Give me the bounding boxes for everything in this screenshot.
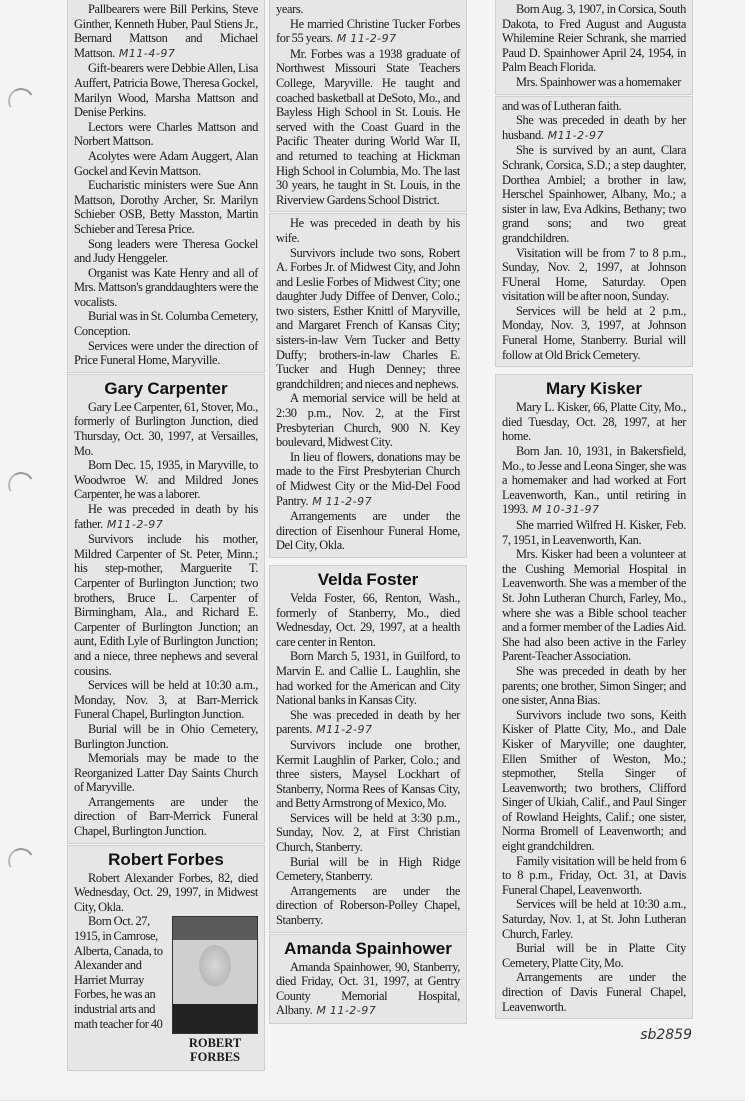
- paragraph-text: Burial was in St. Columba Cemetery, Conception.: [74, 309, 258, 339]
- clipping-forbes-continued: [270, 0, 466, 211]
- paragraph: [74, 237, 258, 266]
- paragraph-text: Services will be held at 10:30 a.m., Saturday, Nov. 1, at St. John Lutheran Church, Farley.: [502, 897, 686, 941]
- paragraph: [502, 113, 686, 143]
- paragraph-text: Mrs. Spainhower was a homemaker: [516, 74, 682, 89]
- obituary-title: Velda Foster: [317, 569, 419, 589]
- paragraph-text: Born Dec. 15, 1935, in Maryville, to Woodwroe W. and Mildred Jones Carpenter, he was a laborer.: [74, 458, 258, 502]
- paragraph: [74, 339, 258, 368]
- paragraph-text: Burial will be in Platte City Cemetery, Platte City, Mo.: [502, 941, 686, 970]
- obituary-robert-forbes: [68, 846, 264, 1071]
- paragraph-text: Mrs. Kisker had been a volunteer at the Cushing Memorial Hospital in Leavenworth. She was a member of the St. John Lutheran Church, Farley, Mo., where she was a Bible school teacher and a former member of the Ladies Aid. She had also been active in the Farley Parent-Teacher Association.: [502, 547, 686, 664]
- obituary-amanda-spainhower: [270, 935, 466, 1023]
- paragraph: [276, 738, 460, 811]
- paragraph: [276, 855, 460, 884]
- paragraph: [502, 75, 686, 90]
- handwritten-date-note: M11-2-97: [106, 517, 164, 531]
- paragraph-text: Born Jan. 10, 1931, in Bakersfield, Mo., to Jesse and Leona Singer, she was a homemaker and had worked at Fort Leavenworth, Kan., until retiring in 1993.: [502, 444, 686, 517]
- paragraph: [74, 795, 258, 839]
- paragraph-text: Survivors include two sons, Robert A. Forbes Jr. of Midwest City, and John and Leslie Forbes of Midwest City; one daughter Judy Diffee of Denver, Colo.; two sisters, Esther Knittl of Maryville, and Margaret French of Kansas City; sisters-in-law Vern Tucker and Betty Duffy; brothers-in-law Charles E. Tucker and Hugh Denney; three grandchildren; and nieces and nephews.: [276, 245, 460, 391]
- paragraph-text: Mary L. Kisker, 66, Platte City, Mo., died Tuesday, Oct. 28, 1997, at her home.: [502, 400, 686, 444]
- paragraph: [502, 400, 686, 444]
- handwritten-date-note: M11-2-97: [547, 128, 605, 142]
- portrait-photo: [172, 916, 258, 1064]
- paragraph: [502, 547, 686, 664]
- paragraph-text: She is survived by an aunt, Clara Schrank, Corsica, S.D.; a step daughter, Dorthea Ambiel; a brother in law, Herschel Spainhower, Albany, Mo.; a sister in law, Eva Adkins, Bethany; two grand sons; and two great grandchildren.: [502, 143, 686, 245]
- paragraphs: [502, 400, 686, 1014]
- paragraph-text: Survivors include two sons, Keith Kisker of Platte City, Mo., and Dale Kisker of Maryville; one daughter, Ellen Smither of Weston, Mo.; stepmother, Stella Singer of Leavenworth; two brothers, Clifford Singer of Ukiah, Calif., and Paul Singer of Rowland Heights, Calif.; one sister, Norma Bromell of Leavenworth; and eight grandchildren.: [502, 707, 686, 854]
- clipping-mattson-continued: [68, 0, 264, 372]
- paragraph: [74, 751, 258, 795]
- paragraph-text: Eucharistic ministers were Sue Ann Mattson, Dorothy Archer, Sr. Marilyn Schieber OSB, Betty Masston, Martin Schieber and Teresa Price.: [74, 178, 258, 236]
- handwritten-date-note: M 11-2-97: [336, 32, 397, 46]
- paragraph: [276, 17, 460, 47]
- paragraph-text: Arrangements are under the direction of Davis Funeral Chapel, Leavenworth.: [502, 970, 686, 1014]
- paragraph: [74, 2, 258, 61]
- clipping-spainhower-survivors: [496, 97, 692, 367]
- paragraph: [502, 444, 686, 518]
- handwritten-date-note: M 11-2-97: [312, 494, 373, 508]
- handwritten-date-note: M 11-2-97: [316, 1004, 377, 1018]
- paragraph-text: He married Christine Tucker Forbes for 55 years.: [276, 16, 460, 46]
- paragraph-text: Services were under the direction of Price Funeral Home, Maryville.: [74, 338, 258, 368]
- paragraph: [74, 120, 258, 149]
- paragraph: [276, 708, 460, 738]
- paragraph: [74, 722, 258, 751]
- paragraphs: [502, 2, 686, 90]
- paragraph-text: He was preceded in death by his wife.: [276, 216, 460, 245]
- paragraph: [276, 591, 460, 649]
- paragraph: [276, 2, 460, 17]
- paragraph: [276, 47, 460, 208]
- paragraph-text: She was preceded in death by her husband.: [502, 113, 686, 142]
- portrait-image: [172, 916, 258, 1034]
- paragraph-text: Velda Foster, 66, Renton, Wash., formerly of Stanberry, Mo., died Wednesday, Oct. 29, 1997, at a health care center in Renton.: [276, 590, 460, 649]
- obituary-title: Mary Kisker: [546, 379, 642, 399]
- paragraph: [74, 458, 258, 502]
- paragraph: [276, 450, 460, 509]
- paragraph-text: Survivors include one brother, Kermit Laughlin of Parker, Colo.; and three sisters, Maysel Lockhart of Stanberry, Norma Rees of Kansas City, and Betty Armstrong of Mexico, Mo.: [276, 737, 460, 811]
- paragraph-text: Acolytes were Adam Auggert, Alan Gockel and Kevin Mattson.: [74, 148, 258, 178]
- paragraph: [276, 649, 460, 707]
- clipping-forbes-survivors: [270, 214, 466, 557]
- paragraphs: [74, 400, 258, 839]
- paragraph-text: Amanda Spainhower, 90, Stanberry, died Friday, Oct. 31, 1997, at Gentry County Memorial Hospital, Albany.: [276, 959, 460, 1018]
- handwritten-date-note: M11-2-97: [316, 723, 373, 737]
- paragraphs: [74, 2, 258, 368]
- paragraphs: [276, 591, 460, 928]
- column-middle: [270, 0, 466, 1023]
- paragraph-text: He was preceded in death by his father.: [74, 502, 258, 531]
- obituary-gary-carpenter: [68, 375, 264, 843]
- paragraph: [276, 246, 460, 392]
- paragraph-text: Family visitation will be held from 6 to 8 p.m., Friday, Oct. 31, at Davis Funeral Chapel, Leavenworth.: [502, 853, 686, 897]
- paragraph-text: years.: [276, 2, 304, 16]
- paragraph-text: and was of Lutheran faith.: [502, 98, 622, 113]
- paragraph-text: Gift-bearers were Debbie Allen, Lisa Auffert, Patricia Bowe, Theresa Gockel, Marilyn Wood, Marsha Mattson and Denise Perkins.: [74, 61, 258, 120]
- paragraphs: [502, 99, 686, 363]
- paragraph: [74, 678, 258, 722]
- paragraph: [276, 216, 460, 245]
- paragraph-text: Lectors were Charles Mattson and Norbert Mattson.: [74, 119, 258, 149]
- obituary-velda-foster: [270, 566, 466, 932]
- obituary-title: Amanda Spainhower: [284, 938, 452, 958]
- paragraph: [502, 143, 686, 245]
- paragraph: [502, 970, 686, 1014]
- paragraphs: [276, 216, 460, 553]
- photo-caption: ROBERT FORBES: [188, 1036, 242, 1065]
- handwritten-archive-id: sb2859: [640, 1027, 692, 1044]
- paragraph: [502, 664, 686, 708]
- paragraph-text: Visitation will be from 7 to 8 p.m., Sunday, Nov. 2, 1997, at Johnson FUneral Home, Saturday. Open visitation will be after noon, Sunday.: [502, 245, 686, 304]
- paragraph: [276, 391, 460, 449]
- paragraphs: [276, 960, 460, 1019]
- paragraph: [502, 518, 686, 547]
- paragraph-text: Gary Lee Carpenter, 61, Stover, Mo., formerly of Burlington Junction, died Thursday, Oct. 30, 1997, at Versailles, Mo.: [74, 399, 258, 458]
- column-right: [496, 0, 692, 1043]
- paragraph-text: Services will be held at 10:30 a.m., Monday, Nov. 3, at Barr-Merrick Funeral Chapel, Burlington Junction.: [74, 678, 258, 722]
- paragraph-text: She was preceded in death by her parents.: [276, 707, 460, 737]
- paragraph-text: Born March 5, 1931, in Guilford, to Marvin E. and Callie L. Laughlin, she had worked for the American and City National banks in Kansas City.: [276, 649, 460, 708]
- obituary-mary-kisker: [496, 375, 692, 1018]
- paragraph: [502, 854, 686, 898]
- handwritten-date-note: M 10-31-97: [532, 503, 600, 517]
- paragraph-text: Memorials may be made to the Reorganized Latter Day Saints Church of Maryville.: [74, 751, 258, 795]
- paragraph: [502, 304, 686, 362]
- paragraph-text: Arrangements are under the direction of Eisenhour Funeral Home, Del City, Okla.: [276, 509, 460, 553]
- paragraph: [74, 266, 258, 310]
- paragraphs: [276, 2, 460, 207]
- paragraph-text: She was preceded in death by her parents; one brother, Simon Singer; and one sister, Anna Bias.: [502, 663, 686, 708]
- paragraph-text: Song leaders were Theresa Gockel and Judy Henggeler.: [74, 236, 258, 266]
- paragraph: [74, 149, 258, 178]
- paragraph: [276, 811, 460, 855]
- paragraph-text: Arrangements are under the direction of Roberson-Polley Chapel, Stanberry.: [276, 883, 460, 928]
- paragraph: [502, 941, 686, 970]
- paragraph-text: She married Wilfred H. Kisker, Feb. 7, 1951, in Leavenworth, Kan.: [502, 518, 686, 547]
- paragraph: [276, 884, 460, 928]
- paragraph: [74, 532, 258, 678]
- paragraph: [74, 309, 258, 338]
- paragraph-0: Robert Alexander Forbes, 82, died Wednesday, Oct. 29, 1997, in Midwest City, Okla.: [74, 870, 258, 914]
- paragraph: [502, 2, 686, 75]
- paragraph-text: A memorial service will be held at 2:30 p.m., Nov. 2, at the First Presbyterian Church, 900 N. Key boulevard, Midwest City.: [276, 391, 460, 450]
- paragraph: [502, 99, 686, 114]
- paragraph-text: Burial will be in High Ridge Cemetery, Stanberry.: [276, 854, 460, 884]
- clipping-spainhower-continued: [496, 0, 692, 94]
- obituary-title: Gary Carpenter: [104, 378, 228, 398]
- paragraph: [502, 708, 686, 854]
- paragraph-text: Pallbearers were Bill Perkins, Steve Ginther, Kenneth Huber, Paul Stiens Jr., Bernard Mattson and Michael Mattson.: [74, 2, 258, 60]
- paragraph-text: Survivors include his mother, Mildred Carpenter of St. Peter, Minn.; his step-mother, Marguerite T. Carpenter of Burlington Junction; two brothers, Bruce L. Carpenter of Birmingham, Ala., and Richard E. Carpenter of Burlington Junction; an aunt, Edith Lyle of Burlington Junction; and a niece, three nephews and several cousins.: [74, 532, 258, 678]
- paragraph-text: Organist was Kate Henry and all of Mrs. Mattson's granddaughters were the vocalists.: [74, 265, 258, 309]
- paragraph-text: Arrangements are under the direction of Barr-Merrick Funeral Chapel, Burlington Junction.: [74, 794, 258, 839]
- handwritten-date-note: M11-4-97: [118, 46, 176, 60]
- paragraph-text: Services will be held at 3:30 p.m., Sunday, Nov. 2, at First Christian Church, Stanberry.: [276, 810, 460, 855]
- paragraph-1: Born Oct. 27, 1915, in Camrose, Alberta, Canada, to Alexander and Harriet Murray Forbes, he was an industrial arts and math teacher for 40: [74, 914, 163, 1031]
- paragraph: [74, 178, 258, 236]
- paragraph: [74, 400, 258, 458]
- paragraph-text: Services will be held at 2 p.m., Monday, Nov. 3, 1997, at Johnson Funeral Home, Stanberry. Burial will follow at Old Brick Cemetery.: [502, 303, 686, 362]
- paragraph: [502, 897, 686, 941]
- paragraph: [276, 960, 460, 1019]
- paragraph: [74, 61, 258, 119]
- column-left: [68, 0, 264, 1070]
- paragraph-text: Mr. Forbes was a 1938 graduate of Northwest Missouri State Teachers College, Maryville. He taught and coached basketball at DeSoto, Mo., and Bayless High School in St. Louis. He served with the Coast Guard in the Pacific Theater during World War II, and returned to teaching at Hickman High School in Columbia, Mo. The last 30 years, he taught in St. Louis, in the Riverview Gardens School District.: [276, 46, 460, 207]
- obituary-title: Robert Forbes: [108, 849, 224, 869]
- paragraph: [276, 509, 460, 553]
- paragraph: [74, 502, 258, 532]
- paragraph-text: Burial will be in Ohio Cemetery, Burlington Junction.: [74, 721, 258, 751]
- paragraph-text: Born Aug. 3, 1907, in Corsica, South Dakota, to Fred August and Augusta Whilemine Reier Schrank, she married Paud D. Spainhower April 24, 1954, in Palm Beach Florida.: [502, 2, 686, 75]
- paragraph-text: In lieu of flowers, donations may be made to the First Presbyterian Church of Midwest City or the Mid-Del Food Pantry.: [276, 449, 460, 508]
- paragraph: [502, 246, 686, 304]
